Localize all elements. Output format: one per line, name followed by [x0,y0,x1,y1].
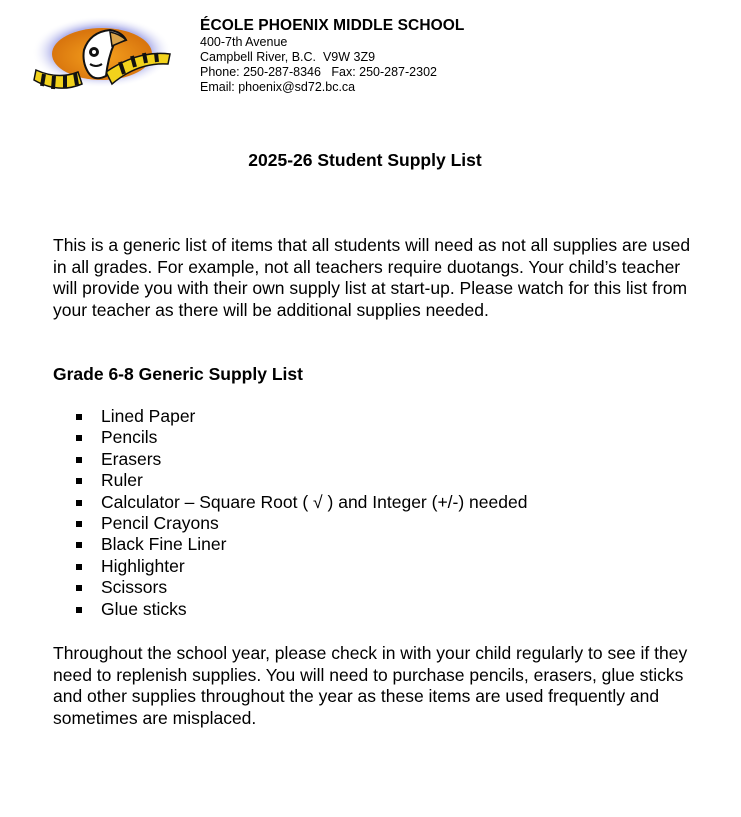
list-item [53,406,527,427]
square-bullet-icon [76,435,82,441]
list-item-text: Pencil Crayons [101,513,219,534]
list-item-text: Ruler [101,470,143,491]
list-item-text: Pencils [101,427,158,448]
square-bullet-icon [76,585,82,591]
phone-fax: Phone: 250-287-8346 Fax: 250-287-2302 [200,65,437,79]
document-title: 2025-26 Student Supply List [248,150,482,170]
square-bullet-icon [76,478,82,484]
address-street: 400-7th Avenue [200,35,288,49]
section-heading: Grade 6-8 Generic Supply List [53,364,303,384]
list-item [53,556,527,577]
list-item [53,577,527,598]
school-name: ÉCOLE PHOENIX MIDDLE SCHOOL [200,17,465,34]
closing-paragraph: Throughout the school year, please check in with your child regularly to see if they need to replenish supplies. You will need to purchase pencils, erasers, glue sticks and other supplies throughout the year as these items are used frequently and sometimes are misplaced. [53,643,688,728]
list-item [53,427,527,448]
square-bullet-icon [76,521,82,527]
square-bullet-icon [76,414,82,420]
list-item-text: Lined Paper [101,406,196,426]
phoenix-logo-icon [28,10,176,98]
list-item-text: Calculator – Square Root ( √ ) and Integer (+/-) needed [101,491,528,512]
list-item-text: Erasers [101,448,162,469]
list-item [53,470,527,491]
school-header [200,16,465,95]
list-item-text: Highlighter [101,555,185,576]
list-item [53,513,527,534]
intro-paragraph: This is a generic list of items that all students will need as not all supplies are used in all grades. For example, not all teachers require duotangs. Your child’s teacher will provide you with their own supply list at start-up. Please watch for this list from your teacher as there will be additional supplies needed. [53,235,691,320]
list-item [53,534,527,555]
email: Email: phoenix@sd72.bc.ca [200,80,356,94]
list-item [53,599,527,620]
list-item-text: Glue sticks [101,598,187,619]
square-bullet-icon [76,500,82,506]
list-item [53,449,527,470]
list-item-text: Black Fine Liner [101,534,227,555]
list-item [53,492,527,513]
square-bullet-icon [76,564,82,570]
square-bullet-icon [76,457,82,463]
address-city: Campbell River, B.C. V9W 3Z9 [200,50,376,64]
supply-list [53,406,527,620]
square-bullet-icon [76,607,82,613]
square-bullet-icon [76,542,82,548]
list-item-text: Scissors [101,577,168,598]
